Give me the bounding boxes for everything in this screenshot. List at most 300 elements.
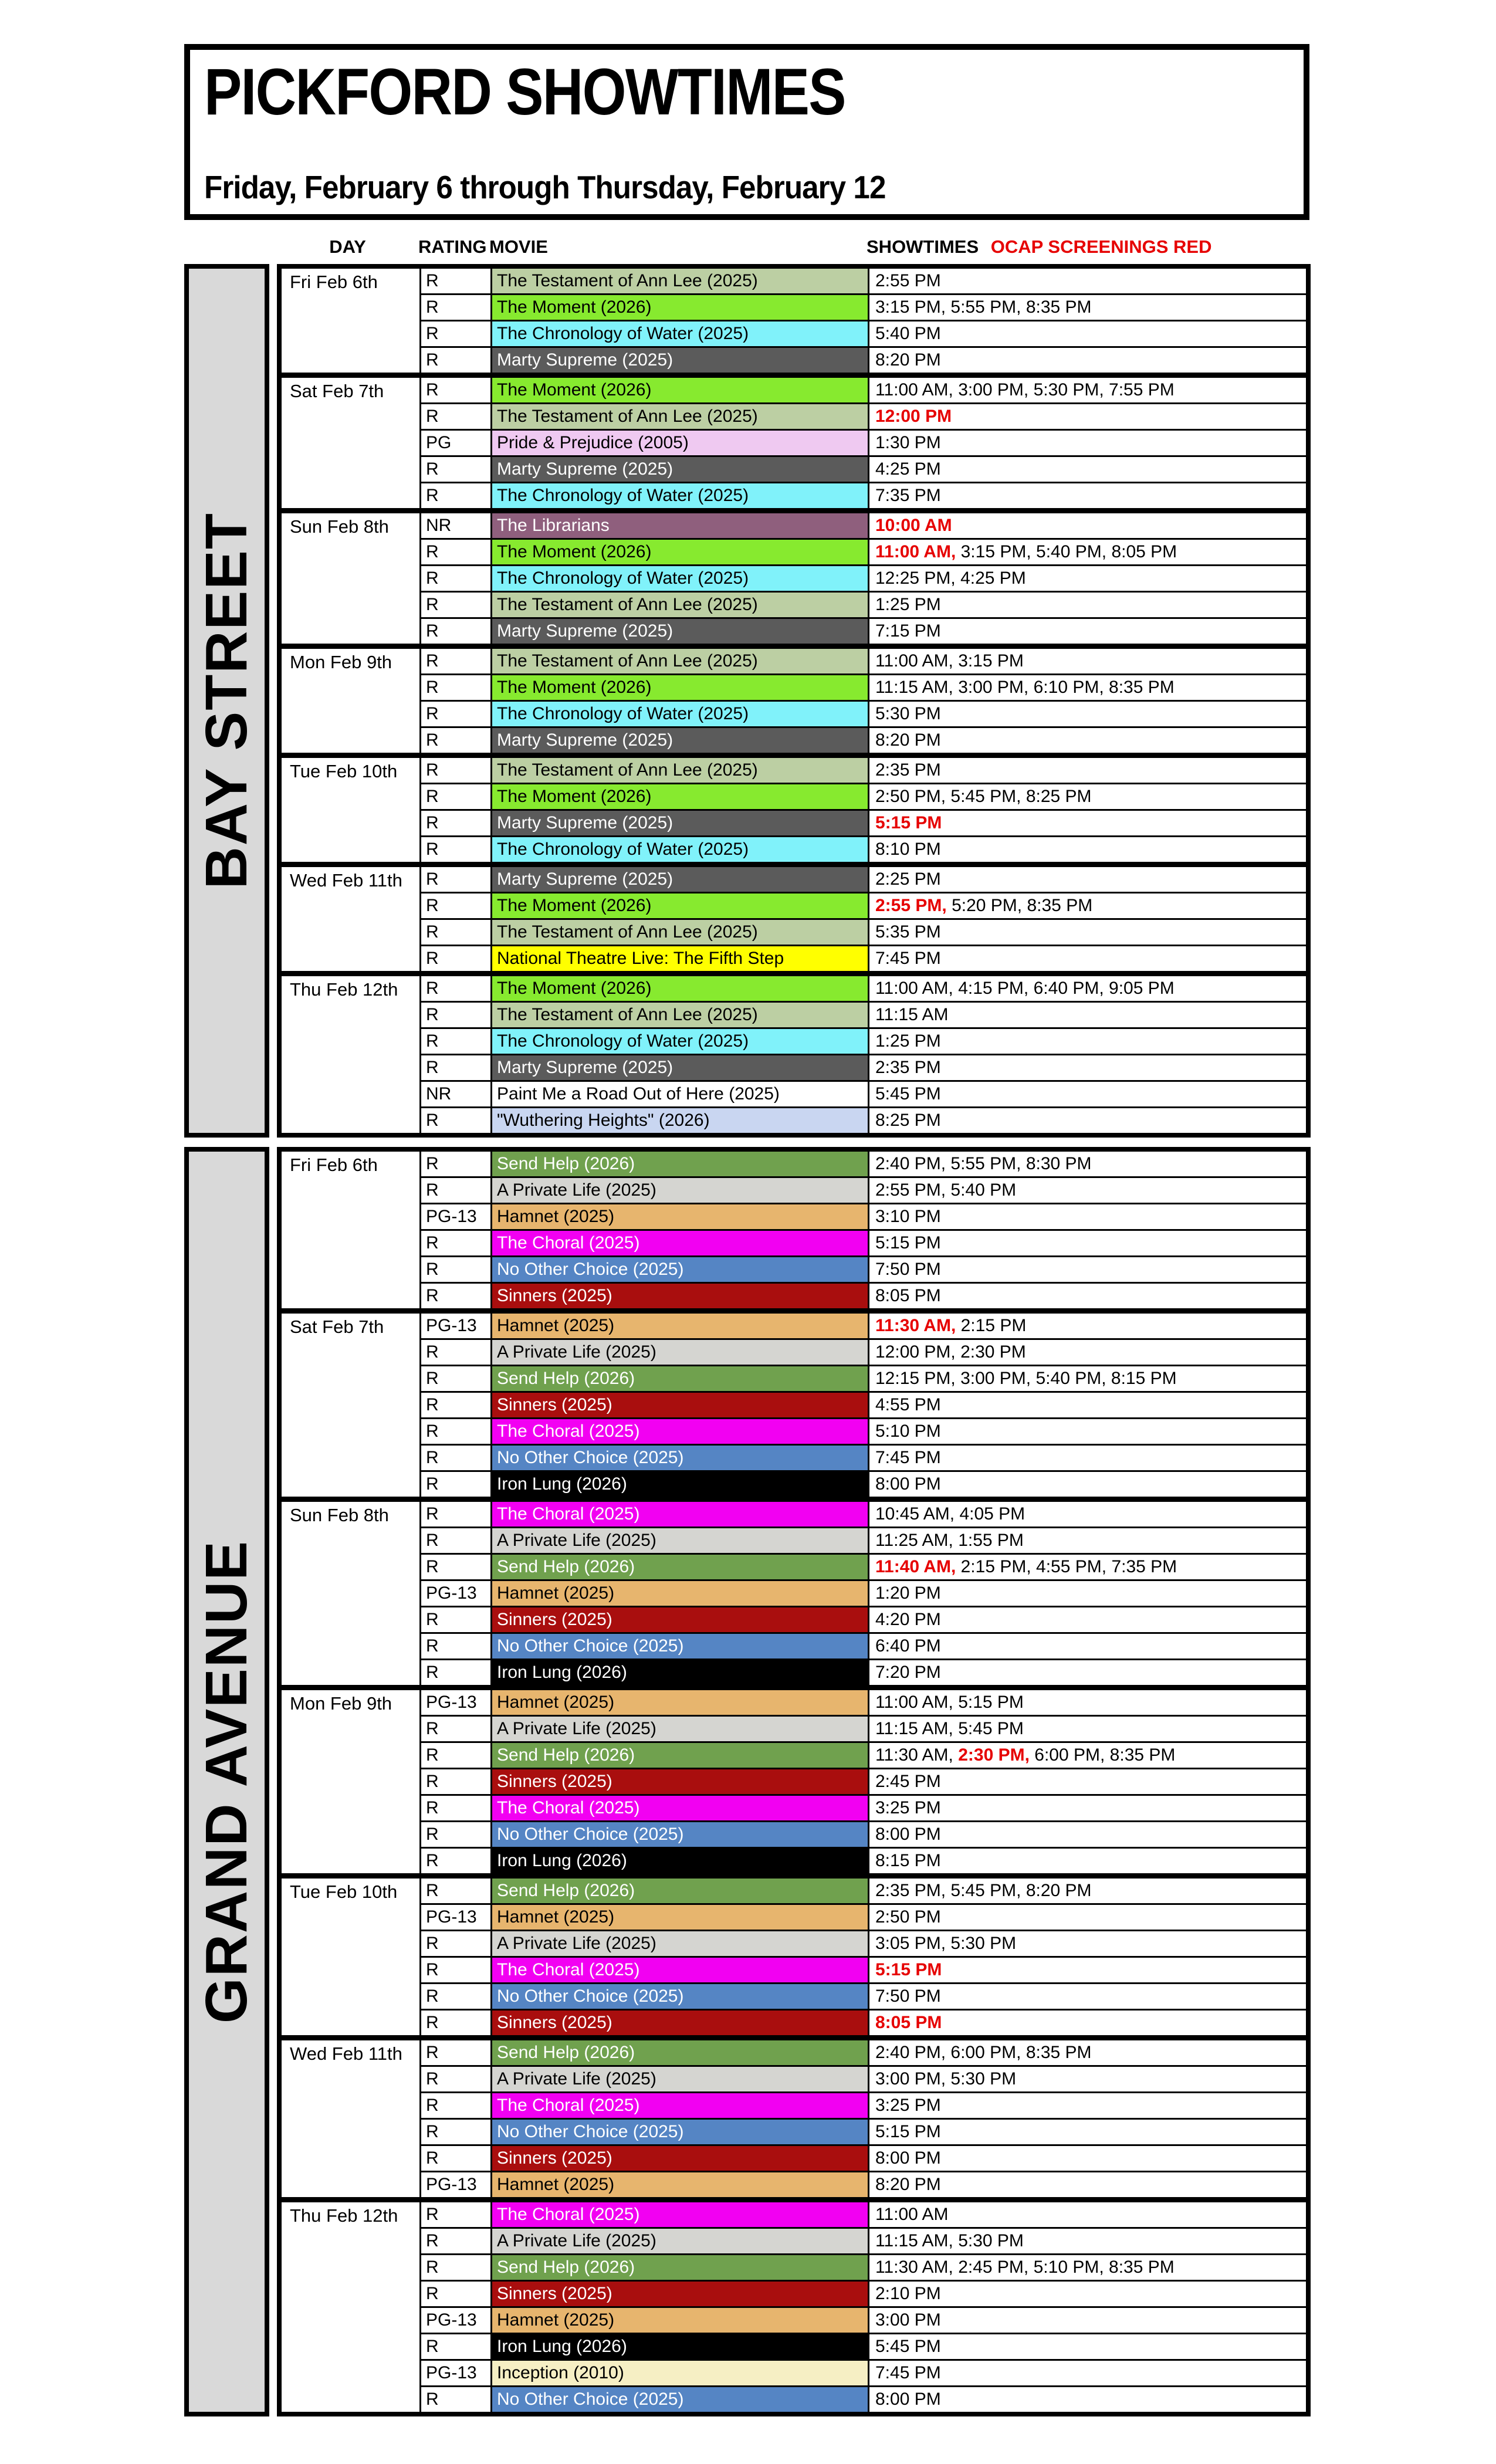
showtime-row <box>421 1314 1306 1338</box>
rating-cell: R <box>421 893 492 918</box>
showtime: 11:00 AM, <box>875 979 959 998</box>
day-group <box>282 1308 1306 1497</box>
showtime-row <box>421 867 1306 892</box>
movie-title-cell: Hamnet (2025) <box>492 1204 869 1229</box>
showtimes-cell <box>869 1905 1306 1930</box>
showtimes-cell <box>869 1257 1306 1282</box>
showtime: 2:50 PM, <box>875 787 951 806</box>
showtimes-cell <box>869 1822 1306 1847</box>
showtime-row <box>421 2118 1306 2144</box>
showtimes-cell <box>869 593 1306 617</box>
day-group <box>282 269 1306 373</box>
showtime: 2:45 PM, <box>958 2257 1034 2277</box>
showtime: 3:00 PM, <box>958 380 1034 400</box>
showtimes-cell <box>869 1108 1306 1133</box>
day-group <box>282 753 1306 862</box>
ocap-showtime: 8:05 PM <box>875 2013 942 2032</box>
showtime: 8:20 PM <box>875 730 941 750</box>
showtimes-cell <box>869 348 1306 373</box>
rating-cell: R <box>421 649 492 673</box>
showtime-row <box>421 429 1306 455</box>
showtime: 5:30 PM, <box>1033 380 1109 400</box>
rating-cell: PG-13 <box>421 1690 492 1715</box>
rating-cell: R <box>421 811 492 835</box>
showtimes-header-label: SHOWTIMES <box>867 236 979 257</box>
ocap-showtime: 11:00 AM, <box>875 542 961 561</box>
showtime-row <box>421 1903 1306 1930</box>
showtimes-cell <box>869 1931 1306 1956</box>
showtime-row <box>421 591 1306 617</box>
showtime: 8:20 PM <box>1025 1881 1092 1900</box>
showtimes-cell <box>869 867 1306 892</box>
showtime-row <box>421 482 1306 508</box>
movie-title-cell: The Testament of Ann Lee (2025) <box>492 593 869 617</box>
ocap-showtime: 5:15 PM <box>875 1960 942 1979</box>
showtime: 7:50 PM <box>875 1986 941 2006</box>
rating-cell: R <box>421 1528 492 1553</box>
showtimes-cell <box>869 1743 1306 1768</box>
showtimes-cell <box>869 1634 1306 1659</box>
showtimes-cell <box>869 513 1306 538</box>
showtimes-cell <box>869 1419 1306 1444</box>
showtimes-cell <box>869 1502 1306 1527</box>
venue-sections <box>184 264 1311 2426</box>
showtime-row <box>421 2091 1306 2118</box>
showtimes-cell <box>869 1029 1306 1054</box>
day-group <box>282 2197 1306 2412</box>
rating-cell: R <box>421 1717 492 1741</box>
showtime: 5:45 PM <box>875 2337 941 2356</box>
showtime-row <box>421 809 1306 835</box>
showtime: 2:35 PM <box>875 760 941 780</box>
showtime: 4:05 PM <box>959 1504 1025 1524</box>
showtime-row <box>421 402 1306 429</box>
showtime: 5:10 PM, <box>1033 2257 1109 2277</box>
movie-title-cell: The Moment (2026) <box>492 675 869 700</box>
movie-title-cell: Sinners (2025) <box>492 1769 869 1794</box>
movie-title-cell: Send Help (2026) <box>492 1743 869 1768</box>
showtime: 5:35 PM <box>875 922 941 942</box>
showtime-row <box>421 2253 1306 2280</box>
rating-cell: R <box>421 2146 492 2171</box>
showtime-row <box>421 1338 1306 1365</box>
movie-title-cell: No Other Choice (2025) <box>492 1446 869 1470</box>
showtime: 5:55 PM, <box>950 297 1026 317</box>
showtimes-cell <box>869 2120 1306 2144</box>
day-label: Thu Feb 12th <box>282 976 421 1133</box>
showtime: 8:35 PM <box>1025 2043 1092 2062</box>
showtime-row <box>421 1080 1306 1106</box>
venue-section <box>184 1147 1311 2416</box>
day-group <box>282 1685 1306 1873</box>
day-rows <box>421 1690 1306 1873</box>
rating-cell: R <box>421 1257 492 1282</box>
rating-cell: R <box>421 784 492 809</box>
day-label: Mon Feb 9th <box>282 1690 421 1873</box>
showtime: 2:55 PM <box>875 271 941 290</box>
showtimes-cell <box>869 1055 1306 1080</box>
showtime: 8:05 PM <box>1111 542 1177 561</box>
rating-cell: R <box>421 1879 492 1903</box>
showtime-row <box>421 892 1306 918</box>
showtime: 7:45 PM <box>875 1448 941 1467</box>
showtime: 2:30 PM <box>960 1342 1026 1362</box>
showtimes-cell <box>869 1958 1306 1982</box>
showtimes-table <box>277 264 1311 1138</box>
rating-cell: R <box>421 1607 492 1632</box>
rating-cell: PG-13 <box>421 2308 492 2333</box>
showtimes-cell <box>869 1340 1306 1365</box>
rating-cell: R <box>421 1984 492 2009</box>
showtime: 12:00 PM, <box>875 1342 961 1362</box>
showtime: 5:15 PM <box>958 1693 1024 1712</box>
rating-cell: R <box>421 946 492 971</box>
showtime-row <box>421 1768 1306 1794</box>
rating-cell: R <box>421 1366 492 1391</box>
showtime: 5:30 PM <box>875 704 941 723</box>
showtime: 5:30 PM <box>950 1934 1017 1953</box>
showtimes-cell <box>869 321 1306 346</box>
day-label: Tue Feb 10th <box>282 1879 421 2035</box>
showtimes-cell <box>869 649 1306 673</box>
day-group <box>282 2035 1306 2197</box>
showtime: 8:25 PM <box>875 1111 941 1130</box>
day-label: Sat Feb 7th <box>282 378 421 508</box>
date-range-subtitle: Friday, February 6 through Thursday, February 12 <box>204 169 886 205</box>
day-rows <box>421 1502 1306 1685</box>
showtime: 11:15 AM, <box>875 1719 959 1738</box>
showtime-row <box>421 726 1306 753</box>
showtime-row <box>421 1982 1306 2009</box>
showtime-row <box>421 1444 1306 1470</box>
movie-title-cell: A Private Life (2025) <box>492 1340 869 1365</box>
showtime: 2:35 PM <box>875 1058 941 1077</box>
showtime-row <box>421 783 1306 809</box>
showtime-row <box>421 2280 1306 2306</box>
movie-title-cell: A Private Life (2025) <box>492 1931 869 1956</box>
showtime: 5:40 PM <box>950 1180 1017 1200</box>
page-title: PICKFORD SHOWTIMES <box>204 55 845 128</box>
showtimes-cell <box>869 1796 1306 1820</box>
showtime: 6:10 PM, <box>1033 678 1109 697</box>
movie-title-cell: Iron Lung (2026) <box>492 1472 869 1497</box>
showtime: 7:20 PM <box>875 1663 941 1682</box>
movie-title-cell: Send Help (2026) <box>492 1366 869 1391</box>
movie-title-cell: The Choral (2025) <box>492 1958 869 1982</box>
movie-title-cell: The Choral (2025) <box>492 1231 869 1255</box>
showtime-row <box>421 1203 1306 1229</box>
showtime: 5:45 PM <box>875 1084 941 1104</box>
showtimes-cell <box>869 1581 1306 1606</box>
showtime: 1:20 PM <box>875 1583 941 1603</box>
rating-cell: PG <box>421 431 492 455</box>
showtimes-cell <box>869 457 1306 482</box>
showtime-row <box>421 1579 1306 1606</box>
showtime: 3:00 PM <box>875 2310 941 2330</box>
showtime-row <box>421 538 1306 564</box>
showtime: 5:55 PM, <box>950 1154 1026 1173</box>
showtime-row <box>421 1715 1306 1741</box>
showtimes-cell <box>869 2334 1306 2359</box>
rating-cell: R <box>421 1055 492 1080</box>
rating-cell: R <box>421 2334 492 2359</box>
showtime: 8:05 PM <box>875 1286 941 1305</box>
showtime-row <box>421 1741 1306 1768</box>
showtimes-cell <box>869 2202 1306 2227</box>
showtime: 5:20 PM, <box>952 896 1027 915</box>
showtime: 11:00 AM, <box>875 380 959 400</box>
showtime-row <box>421 1229 1306 1255</box>
venue-sidebar <box>184 264 269 1138</box>
showtimes-cell <box>869 2308 1306 2333</box>
rating-cell: R <box>421 1393 492 1417</box>
rating-cell: R <box>421 2040 492 2065</box>
showtimes-cell <box>869 1314 1306 1338</box>
showtimes-cell <box>869 1660 1306 1685</box>
showtimes-cell <box>869 811 1306 835</box>
movie-title-cell: Sinners (2025) <box>492 2282 869 2306</box>
day-label: Tue Feb 10th <box>282 758 421 862</box>
rating-cell: R <box>421 1108 492 1133</box>
showtimes-cell <box>869 1082 1306 1106</box>
showtimes-cell <box>869 837 1306 862</box>
rating-cell: R <box>421 1502 492 1527</box>
movie-title-cell: Hamnet (2025) <box>492 1905 869 1930</box>
showtime: 3:25 PM <box>875 1798 941 1817</box>
showtime-row <box>421 1659 1306 1685</box>
showtime: 2:10 PM <box>875 2284 941 2303</box>
showtime: 5:30 PM <box>950 2069 1017 2089</box>
showtimes-cell <box>869 2093 1306 2118</box>
showtimes-cell <box>869 1555 1306 1579</box>
rating-cell: PG-13 <box>421 2172 492 2197</box>
showtime: 5:45 PM, <box>950 787 1026 806</box>
rating-cell: R <box>421 867 492 892</box>
ocap-showtime: 12:00 PM <box>875 407 952 426</box>
showtime: 3:25 PM <box>875 2096 941 2115</box>
showtime-row <box>421 2144 1306 2171</box>
showtime: 8:15 PM <box>875 1851 941 1870</box>
movie-title-cell: Send Help (2026) <box>492 2040 869 2065</box>
movie-title-cell: The Testament of Ann Lee (2025) <box>492 920 869 945</box>
day-group <box>282 971 1306 1133</box>
rating-cell: R <box>421 540 492 564</box>
movie-title-cell: Send Help (2026) <box>492 1152 869 1176</box>
day-label: Sun Feb 8th <box>282 1502 421 1685</box>
showtime: 8:00 PM <box>875 1474 941 1494</box>
showtimes-cell <box>869 1003 1306 1027</box>
rating-cell: R <box>421 1029 492 1054</box>
movie-title-cell: The Choral (2025) <box>492 1502 869 1527</box>
venue-label: GRAND AVENUE <box>194 1539 259 2024</box>
showtime-row <box>421 649 1306 673</box>
showtimes-cell <box>869 378 1306 402</box>
showtimes-cell <box>869 1366 1306 1391</box>
rating-cell: R <box>421 2093 492 2118</box>
movie-title-cell: Marty Supreme (2025) <box>492 457 869 482</box>
ocap-showtime: 10:00 AM <box>875 516 952 535</box>
rating-cell: R <box>421 2120 492 2144</box>
movie-title-cell: Iron Lung (2026) <box>492 1849 869 1873</box>
showtime: 3:05 PM, <box>875 1934 951 1953</box>
showtime: 7:15 PM <box>875 621 941 641</box>
showtimes-cell <box>869 2172 1306 2197</box>
showtimes-cell <box>869 920 1306 945</box>
showtime: 8:35 PM <box>1109 678 1175 697</box>
showtime: 2:25 PM <box>875 869 941 889</box>
showtime-row <box>421 1152 1306 1176</box>
showtime: 8:35 PM <box>1027 896 1093 915</box>
showtime: 4:20 PM <box>875 1610 941 1629</box>
showtimes-cell <box>869 269 1306 293</box>
showtimes-cell <box>869 1472 1306 1497</box>
movie-title-cell: A Private Life (2025) <box>492 2229 869 2253</box>
showtime: 5:30 PM <box>958 2231 1024 2250</box>
rating-cell: R <box>421 348 492 373</box>
movie-title-cell: Hamnet (2025) <box>492 2308 869 2333</box>
showtime-row <box>421 320 1306 346</box>
showtime: 3:15 PM <box>958 651 1024 671</box>
showtime-row <box>421 1794 1306 1820</box>
showtime-row <box>421 2065 1306 2091</box>
showtime: 11:25 AM, <box>875 1531 959 1550</box>
showtime: 5:45 PM, <box>950 1881 1026 1900</box>
showtime-row <box>421 455 1306 482</box>
movie-title-cell: "Wuthering Heights" (2026) <box>492 1108 869 1133</box>
rating-cell: R <box>421 702 492 726</box>
showtime: 3:00 PM, <box>958 678 1034 697</box>
day-rows <box>421 2040 1306 2197</box>
venue-section <box>184 264 1311 1138</box>
rating-cell: R <box>421 1340 492 1365</box>
showtime: 6:40 PM <box>875 1636 941 1656</box>
rating-cell: R <box>421 2067 492 2091</box>
movie-title-cell: National Theatre Live: The Fifth Step <box>492 946 869 971</box>
rating-cell: R <box>421 1446 492 1470</box>
rating-cell: R <box>421 1634 492 1659</box>
showtime: 11:15 AM <box>875 1005 949 1024</box>
showtime: 3:15 PM, <box>875 297 951 317</box>
venue-label: BAY STREET <box>194 512 259 889</box>
showtime-row <box>421 700 1306 726</box>
showtime: 6:00 PM, <box>950 2043 1026 2062</box>
showtime: 12:25 PM, <box>875 568 961 588</box>
showtime: 10:45 AM, <box>875 1504 960 1524</box>
showtime: 3:15 PM, <box>960 542 1037 561</box>
showtimes-cell <box>869 404 1306 429</box>
showtimes-cell <box>869 2229 1306 2253</box>
showtimes-cell <box>869 2282 1306 2306</box>
showtime-row <box>421 1176 1306 1203</box>
day-rows <box>421 976 1306 1133</box>
showtimes-cell <box>869 1849 1306 1873</box>
rating-cell: R <box>421 321 492 346</box>
rating-cell: R <box>421 1178 492 1203</box>
title-box <box>184 44 1309 220</box>
day-rows <box>421 649 1306 753</box>
movie-title-cell: The Moment (2026) <box>492 893 869 918</box>
movie-title-cell: The Moment (2026) <box>492 295 869 320</box>
movie-title-cell: Send Help (2026) <box>492 1879 869 1903</box>
day-rows <box>421 1152 1306 1308</box>
showtime: 1:55 PM <box>958 1531 1024 1550</box>
showtime-row <box>421 2040 1306 2065</box>
rating-cell: R <box>421 2011 492 2035</box>
showtime-row <box>421 1606 1306 1632</box>
day-rows <box>421 2202 1306 2412</box>
day-label: Mon Feb 9th <box>282 649 421 753</box>
movie-title-cell: Sinners (2025) <box>492 2146 869 2171</box>
movie-title-cell: Sinners (2025) <box>492 1284 869 1308</box>
showtime: 7:45 PM <box>875 949 941 968</box>
showtimes-cell <box>869 1446 1306 1470</box>
showtimes-cell <box>869 2361 1306 2385</box>
showtime-row <box>421 1847 1306 1873</box>
rating-cell: R <box>421 2202 492 2227</box>
movie-title-cell: Paint Me a Road Out of Here (2025) <box>492 1082 869 1106</box>
showtimes-cell <box>869 2146 1306 2171</box>
day-group <box>282 1497 1306 1685</box>
movie-title-cell: Iron Lung (2026) <box>492 2334 869 2359</box>
showtime-row <box>421 1956 1306 1982</box>
rating-cell: R <box>421 378 492 402</box>
showtimes-cell <box>869 431 1306 455</box>
movie-title-cell: The Chronology of Water (2025) <box>492 1029 869 1054</box>
showtime-row <box>421 1527 1306 1553</box>
movie-title-cell: The Chronology of Water (2025) <box>492 702 869 726</box>
showtime: 8:25 PM <box>1025 787 1092 806</box>
showtime: 8:15 PM <box>1111 1369 1177 1388</box>
rating-cell: R <box>421 269 492 293</box>
rating-cell: PG-13 <box>421 1581 492 1606</box>
rating-cell: R <box>421 619 492 644</box>
column-header-row <box>277 233 1311 260</box>
showtime: 9:05 PM <box>1109 979 1175 998</box>
movie-title-cell: The Choral (2025) <box>492 1419 869 1444</box>
showtimes-cell <box>869 2067 1306 2091</box>
showtime-row <box>421 758 1306 783</box>
showtime-row <box>421 1553 1306 1579</box>
movie-title-cell: Iron Lung (2026) <box>492 1660 869 1685</box>
movie-title-cell: The Moment (2026) <box>492 378 869 402</box>
showtime: 5:10 PM <box>875 1421 941 1441</box>
showtime-row <box>421 378 1306 402</box>
showtime: 11:15 AM, <box>875 2231 959 2250</box>
day-label: Fri Feb 6th <box>282 269 421 373</box>
movie-title-cell: The Choral (2025) <box>492 2093 869 2118</box>
showtime: 4:25 PM <box>960 568 1026 588</box>
showtime-row <box>421 976 1306 1001</box>
showtime-row <box>421 293 1306 320</box>
showtimes-cell <box>869 946 1306 971</box>
showtime-row <box>421 673 1306 700</box>
showtime-row <box>421 1054 1306 1080</box>
movie-title-cell: A Private Life (2025) <box>492 1178 869 1203</box>
showtime: 4:15 PM, <box>958 979 1034 998</box>
showtimes-cell <box>869 566 1306 591</box>
showtime-row <box>421 346 1306 373</box>
showtimes-cell <box>869 1231 1306 1255</box>
rating-cell: PG-13 <box>421 1204 492 1229</box>
showtime: 2:50 PM <box>875 1907 941 1927</box>
movie-title-cell: Sinners (2025) <box>492 1393 869 1417</box>
movie-title-cell: No Other Choice (2025) <box>492 1634 869 1659</box>
rating-cell: R <box>421 593 492 617</box>
rating-cell: R <box>421 920 492 945</box>
showtime-row <box>421 2202 1306 2227</box>
ocap-showtime: 2:30 PM, <box>958 1745 1035 1765</box>
showtimes-cell <box>869 1528 1306 1553</box>
